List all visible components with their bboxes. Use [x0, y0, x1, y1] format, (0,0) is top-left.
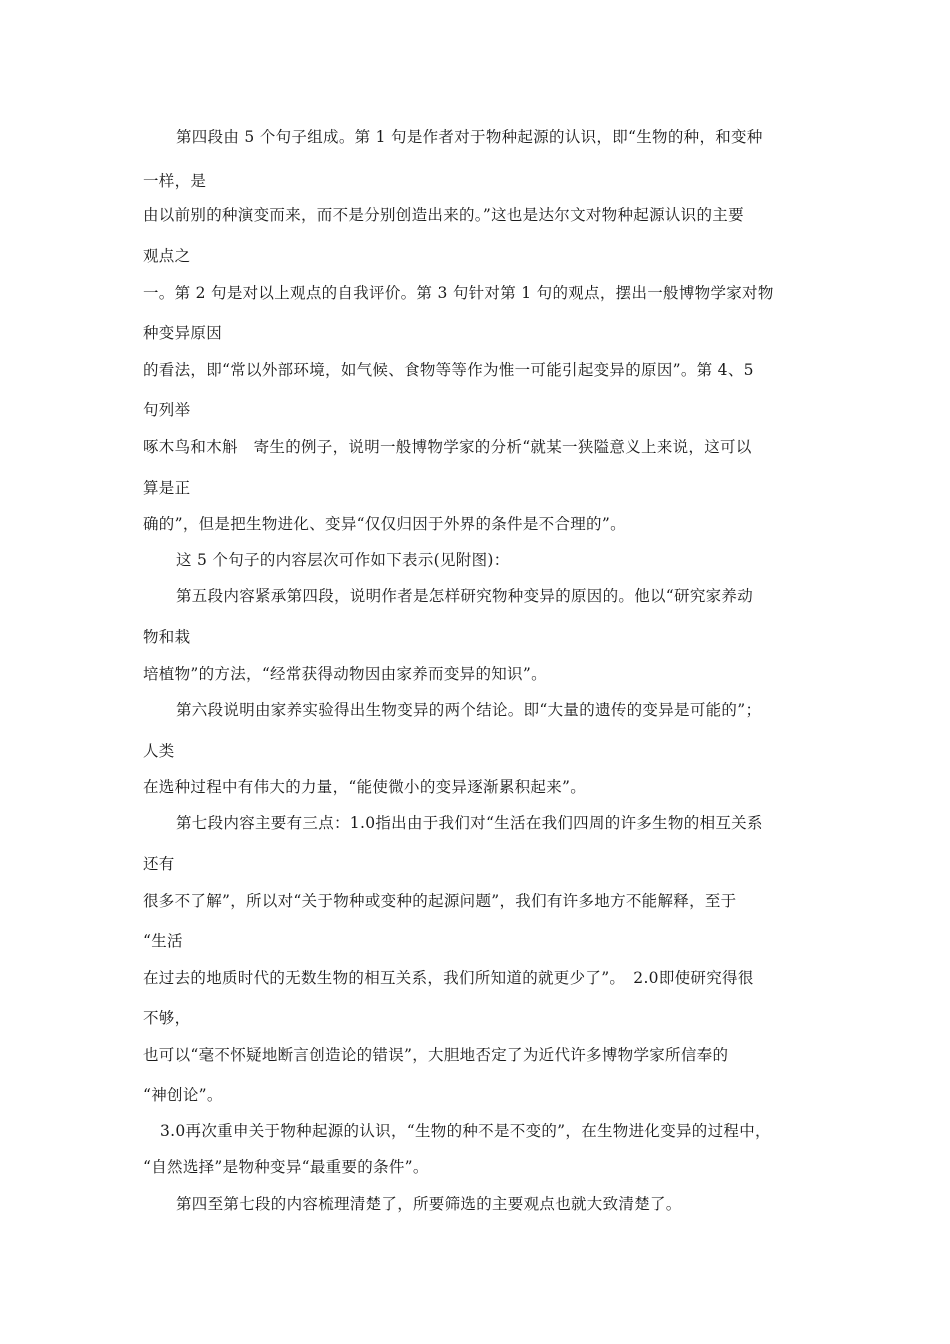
text-line: 由以前别的种演变而来，而不是分别创造出来的。”这也是达尔文对物种起源认识的主要 — [143, 206, 744, 224]
text-line: 3.0再次重申关于物种起源的认识，“生物的种不是不变的”，在生物进化变异的过程中， — [160, 1122, 771, 1140]
text-line: “自然选择”是物种变异“最重要的条件”。 — [143, 1158, 429, 1176]
text-line: 人类 — [143, 742, 175, 760]
text-line: 也可以“毫不怀疑地断言创造论的错误”，大胆地否定了为近代许多博物学家所信奉的 — [143, 1046, 729, 1064]
text-line: 一样，是 — [143, 172, 207, 190]
text-line: 第四段由 5 个句子组成。第 1 句是作者对于物种起源的认识，即“生物的种，和变种 — [176, 128, 763, 146]
text-line: 第七段内容主要有三点：1.0指出由于我们对“生活在我们四周的许多生物的相互关系 — [176, 814, 763, 832]
text-line: 不够， — [143, 1009, 191, 1027]
text-line: 第六段说明由家养实验得出生物变异的两个结论。即“大量的遗传的变异是可能的”； — [176, 701, 762, 719]
text-line: 很多不了解”，所以对“关于物种或变种的起源问题”，我们有许多地方不能解释，至于 — [143, 892, 737, 910]
text-line: 的看法，即“常以外部环境，如气候、食物等等作为惟一可能引起变异的原因”。第 4、5 — [143, 361, 754, 379]
text-line: 第五段内容紧承第四段，说明作者是怎样研究物种变异的原因的。他以“研究家养动 — [176, 587, 754, 605]
text-line: 算是正 — [143, 479, 191, 497]
text-line: 在选种过程中有伟大的力量，“能使微小的变异逐渐累积起来”。 — [143, 778, 587, 796]
text-line: “生活 — [143, 932, 183, 950]
text-line: 在过去的地质时代的无数生物的相互关系，我们所知道的就更少了”。 2.0即使研究得很 — [143, 969, 754, 987]
text-line: 句列举 — [143, 401, 191, 419]
text-line: “神创论”。 — [143, 1086, 223, 1104]
text-line: 确的”，但是把生物进化、变异“仅仅归因于外界的条件是不合理的”。 — [143, 515, 626, 533]
text-line: 种变异原因 — [143, 324, 223, 342]
text-line: 还有 — [143, 855, 175, 873]
text-line: 这 5 个句子的内容层次可作如下表示(见附图)： — [176, 551, 510, 569]
text-line: 培植物”的方法，“经常获得动物因由家养而变异的知识”。 — [143, 665, 547, 683]
text-line: 第四至第七段的内容梳理清楚了，所要筛选的主要观点也就大致清楚了。 — [176, 1195, 682, 1213]
text-line: 一。第 2 句是对以上观点的自我评价。第 3 句针对第 1 句的观点，摆出一般博物学家对物 — [143, 284, 774, 302]
text-line: 观点之 — [143, 247, 191, 265]
text-line: 物和栽 — [143, 628, 191, 646]
text-line: 啄木鸟和木斛 寄生的例子，说明一般博物学家的分析“就某一狭隘意义上来说，这可以 — [143, 438, 752, 456]
